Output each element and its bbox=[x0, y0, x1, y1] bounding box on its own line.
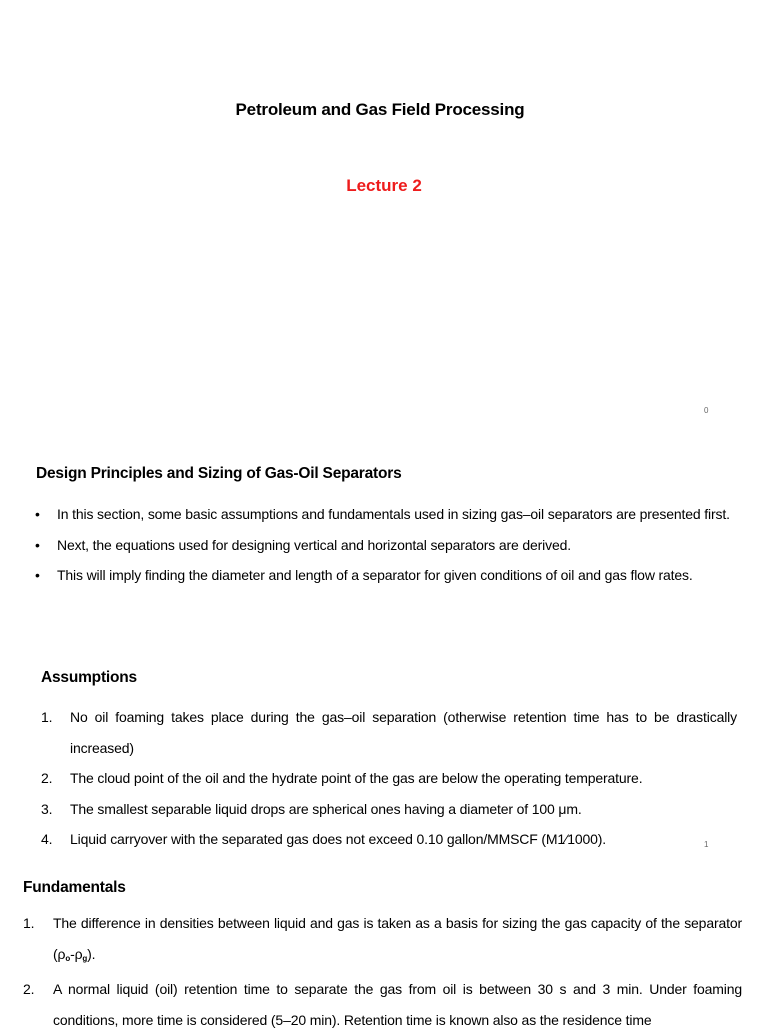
list-item-text: In this section, some basic assumptions and fundamentals used in sizing gas–oil separators are presented first. bbox=[57, 506, 730, 522]
fundamentals-heading: Fundamentals bbox=[23, 879, 126, 896]
list-number: 2. bbox=[41, 770, 53, 786]
list-item bbox=[23, 908, 742, 974]
list-item bbox=[23, 974, 742, 1035]
list-item-text: Liquid carryover with the separated gas does not exceed 0.10 gallon/MMSCF (M1⁄1000). bbox=[70, 831, 607, 847]
section-heading: Design Principles and Sizing of Gas-Oil Separators bbox=[36, 465, 402, 482]
bullet-dot: • bbox=[35, 536, 40, 553]
list-item bbox=[35, 560, 735, 591]
list-item-text: The smallest separable liquid drops are spherical ones having a diameter of 100 μm. bbox=[70, 800, 582, 817]
list-item bbox=[41, 824, 737, 855]
list-item-text: Next, the equations used for designing vertical and horizontal separators are derived. bbox=[57, 536, 571, 553]
list-item bbox=[35, 530, 735, 561]
list-item-text: The cloud point of the oil and the hydrate point of the gas are below the operating temperature. bbox=[70, 770, 643, 786]
list-number: 1. bbox=[41, 709, 53, 725]
bullet-dot: • bbox=[35, 567, 40, 583]
bullet-list bbox=[35, 499, 735, 591]
list-item-text: The difference in densities between liquid and gas is taken as a basis for sizing the gas capacity of the separator $(\rho_o-\rho_g)$. bbox=[53, 915, 742, 963]
slide-title: Petroleum and Gas Field Processing bbox=[235, 100, 525, 119]
page-number: 1 bbox=[704, 840, 709, 849]
list-number: 3. bbox=[41, 800, 53, 817]
bullet-dot: • bbox=[35, 506, 40, 522]
list-number: 1. bbox=[23, 915, 35, 931]
assumptions-heading: Assumptions bbox=[41, 669, 137, 686]
list-item-text: This will imply finding the diameter and length of a separator for given conditions of oil and gas flow rates. bbox=[57, 567, 693, 583]
list-item-text: A normal liquid (oil) retention time to separate the gas from oil is between 30 s and 3 min. Under foaming conditions, more time is considered (5–20 min). Retention time is known also as the residence time bbox=[53, 981, 742, 1028]
list-item bbox=[41, 794, 737, 825]
list-number: 2. bbox=[23, 981, 35, 997]
list-item-text: No oil foaming takes place during the gas–oil separation (otherwise retention time has to be drastically increased) bbox=[70, 709, 737, 756]
list-item bbox=[35, 499, 735, 530]
list-item bbox=[41, 763, 737, 794]
list-item bbox=[41, 702, 737, 763]
lecture-label: Lecture 2 bbox=[346, 176, 422, 195]
list-number: 4. bbox=[41, 831, 53, 847]
fundamentals-list bbox=[23, 908, 742, 1035]
page-number: 0 bbox=[704, 406, 709, 415]
assumptions-list bbox=[41, 702, 737, 855]
